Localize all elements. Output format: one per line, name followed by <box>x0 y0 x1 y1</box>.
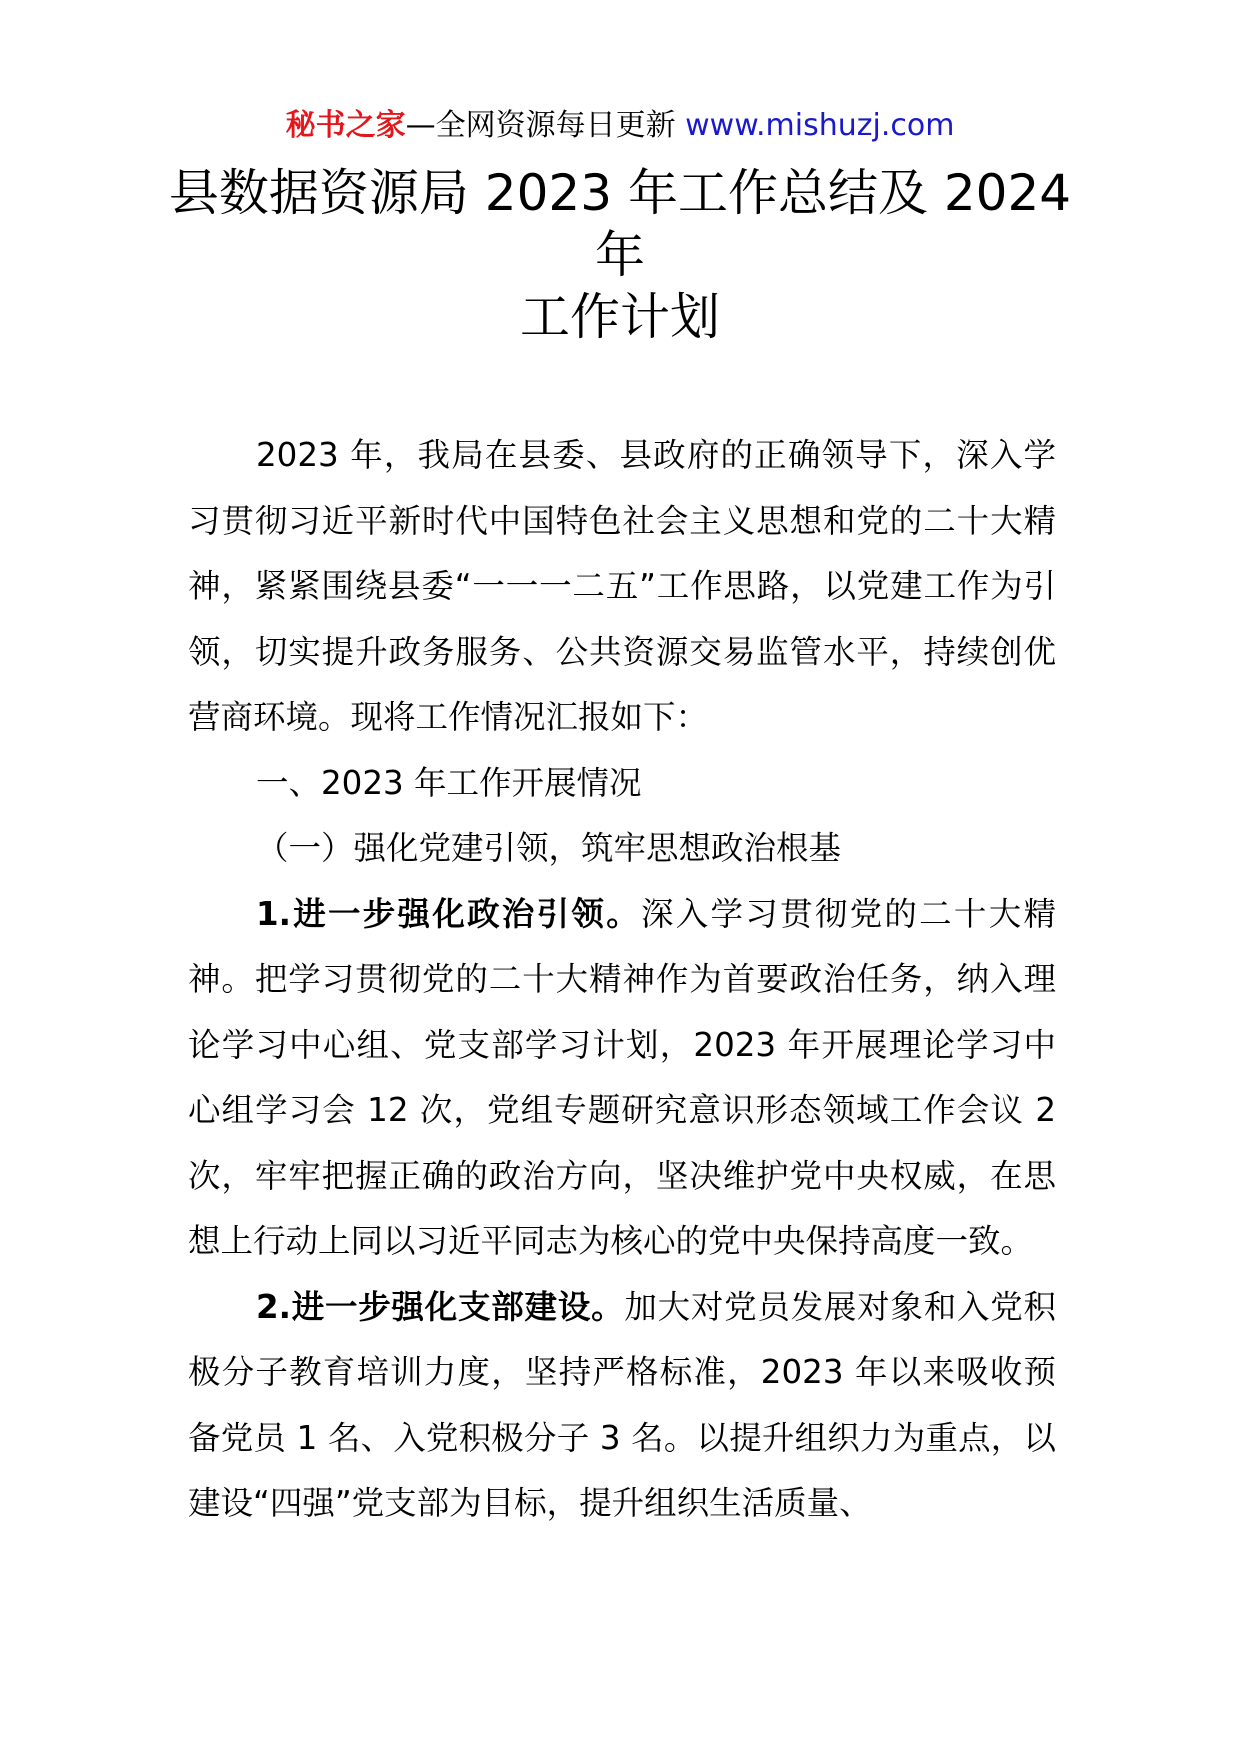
section-heading: 一、2023 年工作开展情况 <box>256 763 642 802</box>
item-lead: 1.进一步强化政治引领。 <box>256 894 641 933</box>
subsection-heading: （一）强化党建引领，筑牢思想政治根基 <box>256 829 842 867</box>
site-url-link[interactable]: www.mishuzj.com <box>685 108 955 143</box>
document-title <box>150 162 1090 348</box>
item-paragraph <box>188 1275 1056 1537</box>
title-line: 县数据资源局 2023 年工作总结及 2024 <box>168 164 1072 222</box>
title-line: 工作计划 <box>520 288 720 346</box>
site-tagline: —全网资源每日更新 <box>405 108 686 143</box>
site-header <box>0 104 1240 148</box>
document-body <box>188 423 1056 1537</box>
item-text: 加大对党员发展对象和入党积极分子教育培训力度，坚持严格标准，2023 年以来吸收预备党员 1 名、入党积极分子 3 名。以提升组织力为重点，以建设“四强”党支部为目标，提升组织生活质量、 <box>188 1287 1056 1522</box>
item-paragraph <box>188 882 1056 1275</box>
title-line: 年 <box>595 226 645 284</box>
site-brand: 秘书之家 <box>285 108 406 143</box>
item-lead: 2.进一步强化支部建设。 <box>256 1287 625 1326</box>
intro-paragraph: 2023 年，我局在县委、县政府的正确领导下，深入学习贯彻习近平新时代中国特色社会主义思想和党的二十大精神，紧紧围绕县委“一一一二五”工作思路，以党建工作为引领，切实提升政务服务、公共资源交易监管水平，持续创优营商环境。现将工作情况汇报如下： <box>188 436 1056 736</box>
item-text: 深入学习贯彻党的二十大精神。把学习贯彻党的二十大精神作为首要政治任务，纳入理论学习中心组、党支部学习计划，2023 年开展理论学习中心组学习会 12 次，党组专题研究意识形态领域工作会议 2 次，牢牢把握正确的政治方向，坚决维护党中央权威，在思想上行动上同以习近平同志为核心的党中央保持高度一致。 <box>188 894 1056 1260</box>
